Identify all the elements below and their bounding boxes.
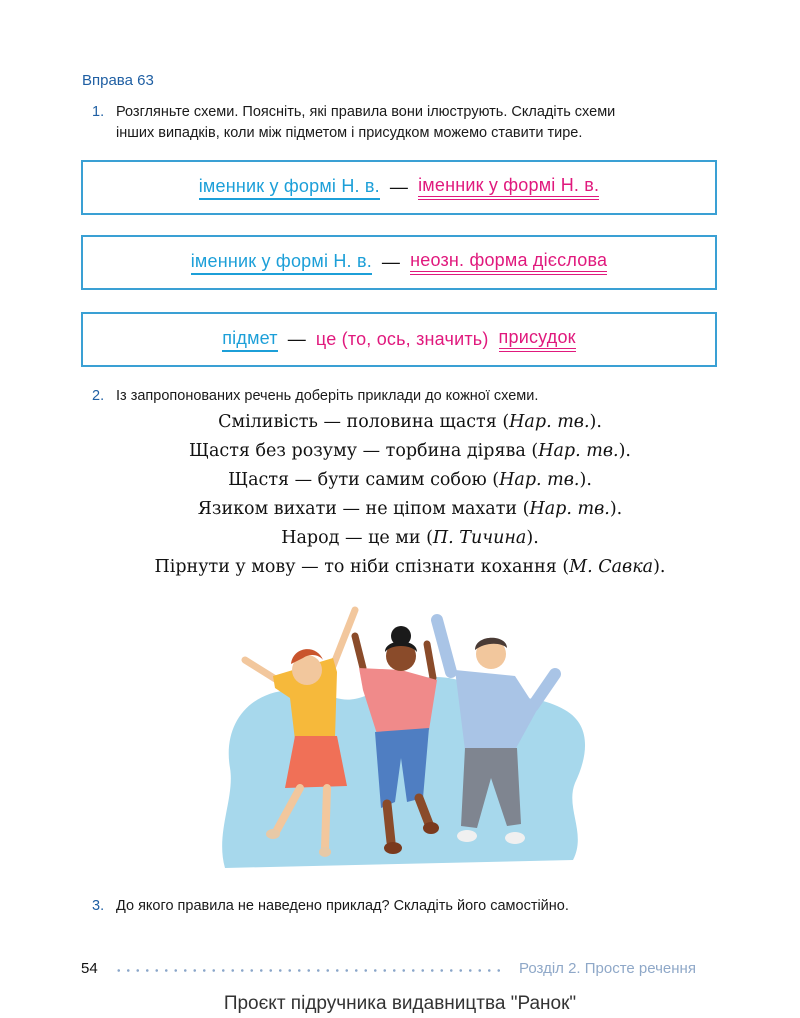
scheme-2-subject: іменник у формі Н. в. bbox=[191, 251, 372, 275]
example-sentence: Пірнути у мову — то ніби спізнати кохання (М. Савка). bbox=[154, 557, 666, 577]
task-1-line-2: інших випадків, коли між підметом і присудком можемо ставити тире. bbox=[116, 125, 583, 141]
scheme-3-subject: підмет bbox=[222, 328, 277, 352]
scheme-box-1 bbox=[81, 160, 717, 215]
scheme-1-subject: іменник у формі Н. в. bbox=[199, 176, 380, 200]
task-1 bbox=[92, 102, 720, 144]
scheme-3-connector: це (то, ось, значить) bbox=[315, 329, 489, 349]
scheme-box-3 bbox=[81, 312, 717, 367]
exercise-title: Вправа 63 bbox=[82, 72, 154, 89]
task-3-text: До якого правила не наведено приклад? Складіть його самостійно. bbox=[116, 898, 569, 914]
publisher-note: Проєкт підручника видавництва "Ранок" bbox=[223, 993, 577, 1014]
example-sentence: Щастя без розуму — торбина дірява (Нар. тв.). bbox=[189, 441, 631, 461]
example-sentence: Язиком вихати — не ціпом махати (Нар. тв.). bbox=[197, 499, 623, 519]
task-3 bbox=[92, 896, 720, 917]
example-sentence: Щастя — бути самим собою (Нар. тв.). bbox=[228, 470, 592, 490]
example-sentence: Сміливість — половина щастя (Нар. тв.). bbox=[218, 412, 602, 432]
dancing-people-illustration bbox=[215, 598, 590, 870]
scheme-1-dash: — bbox=[389, 177, 409, 197]
scheme-3-predicate: присудок bbox=[499, 327, 576, 352]
task-2 bbox=[92, 386, 720, 407]
scheme-2-predicate: неозн. форма дієслова bbox=[410, 250, 607, 275]
scheme-3-dash: — bbox=[287, 329, 306, 349]
example-sentence: Народ — це ми (П. Тичина). bbox=[281, 528, 539, 548]
page-number: 54 bbox=[81, 960, 98, 977]
scheme-box-2 bbox=[81, 235, 717, 290]
example-sentences bbox=[100, 408, 720, 582]
task-1-number: 1. bbox=[92, 104, 105, 120]
scheme-1-predicate: іменник у формі Н. в. bbox=[418, 175, 599, 200]
section-title: Розділ 2. Просте речення bbox=[519, 960, 696, 977]
task-1-line-1: Розгляньте схеми. Поясніть, які правила вони ілюструють. Складіть схеми bbox=[116, 104, 616, 120]
scheme-2-dash: — bbox=[381, 252, 401, 272]
footer-dotted-rule bbox=[114, 969, 502, 972]
task-2-text: Із запропонованих речень доберіть приклади до кожної схеми. bbox=[116, 388, 539, 404]
task-2-number: 2. bbox=[92, 388, 105, 404]
task-3-number: 3. bbox=[92, 898, 105, 914]
